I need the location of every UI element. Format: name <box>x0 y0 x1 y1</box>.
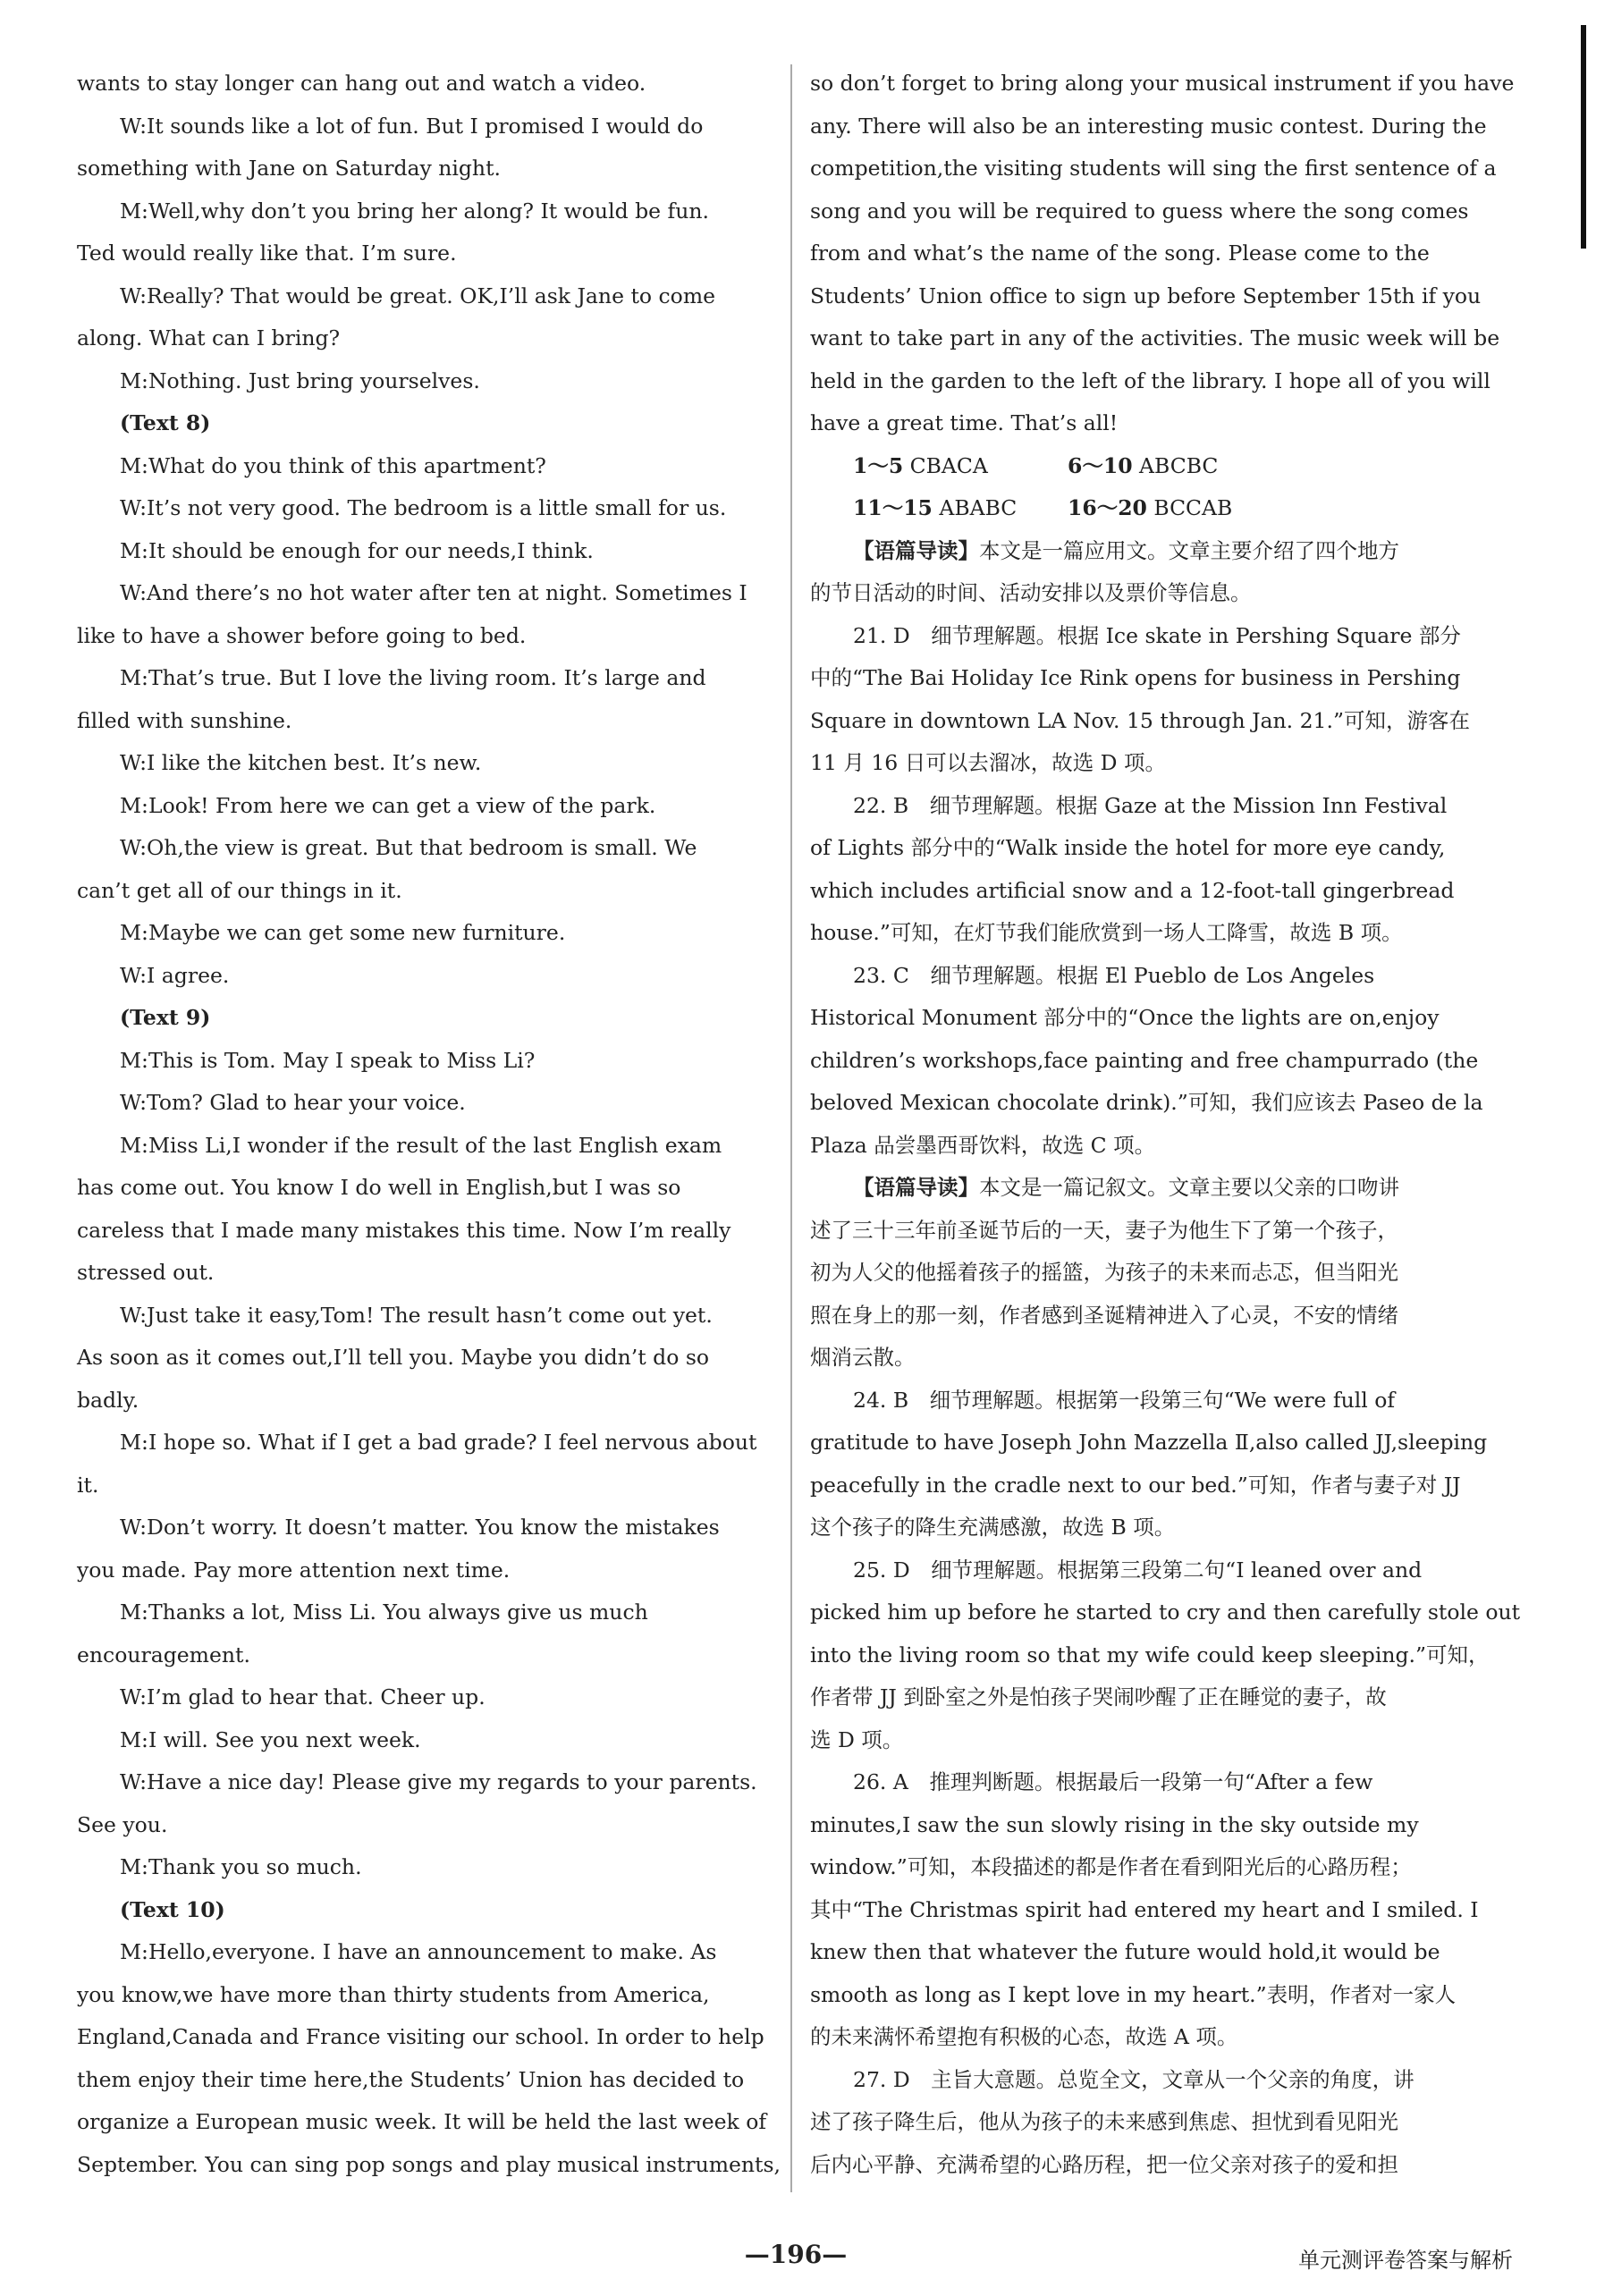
text-line <box>810 785 1516 828</box>
line-text: peacefully in the cradle next to our bed.”可知，作者与妻子对 JJ <box>810 1472 1461 1498</box>
text-line <box>810 1167 1516 1210</box>
text-line <box>77 2144 783 2187</box>
line-text: 后内心平静、充满希望的心路历程，把一位父亲对孩子的爱和担 <box>810 2151 1398 2177</box>
text-line <box>77 785 783 828</box>
text-line <box>77 148 783 190</box>
answer-row <box>810 445 1516 488</box>
line-text: has come out. You know I do well in English,but I was so <box>77 1175 681 1200</box>
text-line <box>810 402 1516 445</box>
line-text: 22. B 细节理解题。根据 Gaze at the Mission Inn Festival <box>853 792 1448 818</box>
line-text: 这个孩子的降生充满感激，故选 B 项。 <box>810 1515 1176 1540</box>
text-line <box>810 615 1516 658</box>
text-line <box>810 1846 1516 1889</box>
text-line <box>810 1295 1516 1338</box>
text-line <box>810 1719 1516 1762</box>
line-text: so don’t forget to bring along your musical instrument if you have <box>810 71 1515 96</box>
line-text: W:I agree. <box>120 962 230 988</box>
line-text: M:It should be enough for our needs,I think. <box>120 537 594 563</box>
answer-letters: ABCBC <box>1132 452 1219 478</box>
answer-key <box>810 445 1516 530</box>
line-text: encouragement. <box>77 1642 250 1667</box>
line-text: 本文是一篇记叙文。文章主要以父亲的口吻讲 <box>979 1175 1399 1200</box>
line-text: 初为人父的他摇着孩子的摇篮，为孩子的未来而忐忑，但当阳光 <box>810 1260 1398 1285</box>
text-line <box>77 1167 783 1210</box>
line-text: (Text 8) <box>120 410 211 435</box>
line-text: 24. B 细节理解题。根据第一段第三句“We were full of <box>853 1387 1396 1413</box>
line-text: you made. Pay more attention next time. <box>77 1557 511 1583</box>
line-text: stressed out. <box>77 1260 215 1285</box>
line-text: organize a European music week. It will be held the last week of <box>77 2109 767 2134</box>
line-text: W:Have a nice day! Please give my regards to your parents. <box>120 1769 757 1794</box>
line-text: children’s workshops,face painting and free champurrado (the <box>810 1047 1479 1073</box>
text-line <box>77 1422 783 1465</box>
answer-range: 11～15 <box>853 495 933 520</box>
line-text: 11 月 16 日可以去溜冰，故选 D 项。 <box>810 750 1166 775</box>
text-line <box>77 1380 783 1422</box>
text-line <box>810 2144 1516 2187</box>
line-text: M:That’s true. But I love the living room. It’s large and <box>120 665 706 690</box>
text-line <box>77 1846 783 1889</box>
text-line <box>77 1507 783 1549</box>
line-text: W:Tom? Glad to hear your voice. <box>120 1090 466 1115</box>
line-text: W:Oh,the view is great. But that bedroom is small. We <box>120 835 697 860</box>
text-line <box>810 1422 1516 1465</box>
text-line <box>77 1591 783 1634</box>
text-line <box>810 1380 1516 1422</box>
line-text: W:I’m glad to hear that. Cheer up. <box>120 1684 486 1709</box>
right-column <box>810 63 1521 2186</box>
line-text: 述了孩子降生后，他从为孩子的未来感到焦虑、担忧到看见阳光 <box>810 2109 1398 2134</box>
text-line <box>77 2059 783 2102</box>
text-line <box>810 1676 1516 1719</box>
left-column <box>77 63 783 2186</box>
line-text: W:It’s not very good. The bedroom is a little small for us. <box>120 495 727 520</box>
book-section-title: 单元测评卷答案与解析 <box>1298 2248 1513 2273</box>
text-line <box>77 615 783 658</box>
page-edge-mark <box>1581 25 1586 249</box>
text-line <box>810 700 1516 743</box>
line-text: have a great time. That’s all! <box>810 410 1119 435</box>
text-line <box>810 572 1516 615</box>
text-line <box>810 1889 1516 1932</box>
line-text: M:Well,why don’t you bring her along? It would be fun. <box>120 198 709 224</box>
answer-range: 16～20 <box>1068 495 1147 520</box>
answer-letters: BCCAB <box>1146 495 1233 520</box>
line-text: M:Thanks a lot, Miss Li. You always give us much <box>120 1600 648 1625</box>
text-line <box>810 1974 1516 2017</box>
text-line <box>77 997 783 1040</box>
line-text: careless that I made many mistakes this time. Now I’m really <box>77 1217 731 1243</box>
line-text: M:What do you think of this apartment? <box>120 452 546 478</box>
text-line <box>77 275 783 318</box>
text-line <box>77 1125 783 1168</box>
text-line <box>77 63 783 106</box>
text-line <box>810 1804 1516 1847</box>
line-text: (Text 9) <box>120 1005 211 1030</box>
line-text: picked him up before he started to cry and then carefully stole out <box>810 1600 1521 1625</box>
line-text: minutes,I saw the sun slowly rising in the sky outside my <box>810 1811 1419 1837</box>
line-text: 选 D 项。 <box>810 1726 904 1752</box>
line-text: 其中“The Christmas spirit had entered my heart and I smiled. I <box>810 1896 1479 1922</box>
line-text: England,Canada and France visiting our school. In order to help <box>77 2024 764 2049</box>
line-text: smooth as long as I kept love in my heart.”表明，作者对一家人 <box>810 1981 1457 2007</box>
text-line <box>77 1719 783 1762</box>
text-line <box>77 955 783 998</box>
text-line <box>77 1889 783 1932</box>
text-line <box>810 63 1516 106</box>
text-line <box>77 1082 783 1125</box>
text-line <box>810 1082 1516 1125</box>
line-text: 照在身上的那一刻，作者感到圣诞精神进入了心灵，不安的情绪 <box>810 1302 1398 1328</box>
text-line <box>77 487 783 530</box>
text-line <box>810 317 1516 360</box>
line-text: wants to stay longer can hang out and watch a video. <box>77 71 646 96</box>
line-text: house.”可知，在灯节我们能欣赏到一场人工降雪，故选 B 项。 <box>810 920 1403 945</box>
text-line <box>77 190 783 233</box>
explanations <box>810 530 1521 2187</box>
text-line <box>77 530 783 573</box>
text-line <box>810 1931 1516 1974</box>
line-text: W:Don’t worry. It doesn’t matter. You know the mistakes <box>120 1515 720 1540</box>
text-line <box>810 1465 1516 1507</box>
section-tag: 【语篇导读】 <box>853 537 979 563</box>
answer-letters: ABABC <box>932 495 1018 520</box>
text-line <box>77 317 783 360</box>
text-line <box>77 1549 783 1592</box>
line-text: W:Really? That would be great. OK,I’ll ask Jane to come <box>120 283 716 308</box>
line-text: M:Look! From here we can get a view of the park. <box>120 792 656 818</box>
text-line <box>77 1761 783 1804</box>
line-text: W:I like the kitchen best. It’s new. <box>120 750 482 775</box>
line-text: Ted would really like that. I’m sure. <box>77 241 457 266</box>
line-text: 25. D 细节理解题。根据第三段第二句“I leaned over and <box>853 1557 1423 1583</box>
text-line <box>77 232 783 275</box>
text-line <box>810 1040 1516 1083</box>
line-text: M:Miss Li,I wonder if the result of the last English exam <box>120 1132 722 1158</box>
line-text: you know,we have more than thirty students from America, <box>77 1981 710 2007</box>
line-text: (Text 10) <box>120 1896 225 1922</box>
line-text: of Lights 部分中的“Walk inside the hotel for more eye candy, <box>810 835 1446 860</box>
text-line <box>810 1634 1516 1677</box>
line-text: gratitude to have Joseph John Mazzella Ⅱ,also called JJ,sleeping <box>810 1430 1488 1455</box>
line-text: As soon as it comes out,I’ll tell you. Maybe you didn’t do so <box>77 1345 710 1370</box>
line-text: something with Jane on Saturday night. <box>77 156 501 181</box>
text-line <box>77 1040 783 1083</box>
text-line <box>810 997 1516 1040</box>
transcript-continuation <box>810 63 1516 445</box>
text-line <box>810 148 1516 190</box>
answer-row <box>810 487 1516 530</box>
line-text: 烟消云散。 <box>810 1345 916 1370</box>
text-line <box>77 912 783 955</box>
line-text: knew then that whatever the future would hold,it would be <box>810 1939 1440 1964</box>
line-text: it. <box>77 1472 99 1498</box>
text-line <box>77 1252 783 1295</box>
text-line <box>77 2016 783 2059</box>
line-text: from and what’s the name of the song. Please come to the <box>810 241 1430 266</box>
text-line <box>810 2016 1516 2059</box>
text-line <box>77 2101 783 2144</box>
text-line <box>77 1804 783 1847</box>
line-text: M:This is Tom. May I speak to Miss Li? <box>120 1047 536 1073</box>
line-text: 23. C 细节理解题。根据 El Pueblo de Los Angeles <box>853 962 1375 988</box>
column-divider <box>790 64 792 2192</box>
text-line <box>77 106 783 148</box>
line-text: W:Just take it easy,Tom! The result hasn’t come out yet. <box>120 1302 713 1328</box>
line-text: 述了三十三年前圣诞节后的一天，妻子为他生下了第一个孩子， <box>810 1217 1398 1243</box>
line-text: 本文是一篇应用文。文章主要介绍了四个地方 <box>979 537 1399 563</box>
text-line <box>810 232 1516 275</box>
text-line <box>77 402 783 445</box>
line-text: M:I will. See you next week. <box>120 1726 421 1752</box>
text-line <box>810 1252 1516 1295</box>
line-text: song and you will be required to guess where the song comes <box>810 198 1469 224</box>
line-text: want to take part in any of the activities. The music week will be <box>810 325 1500 350</box>
text-line <box>77 1337 783 1380</box>
line-text: badly. <box>77 1387 139 1413</box>
line-text: along. What can I bring? <box>77 325 341 350</box>
line-text: filled with sunshine. <box>77 707 292 733</box>
section-tag: 【语篇导读】 <box>853 1175 979 1200</box>
text-line <box>77 445 783 488</box>
line-text: held in the garden to the left of the library. I hope all of you will <box>810 367 1491 393</box>
line-text: M:Nothing. Just bring yourselves. <box>120 367 480 393</box>
line-text: Plaza 品尝墨西哥饮料，故选 C 项。 <box>810 1132 1156 1158</box>
line-text: them enjoy their time here,the Students’ Union has decided to <box>77 2066 745 2092</box>
line-text: M:Hello,everyone. I have an announcement to make. As <box>120 1939 717 1964</box>
line-text: 26. A 推理判断题。根据最后一段第一句“After a few <box>853 1769 1373 1794</box>
answer-range: 6～10 <box>1068 452 1133 478</box>
text-line <box>77 1634 783 1677</box>
line-text: M:I hope so. What if I get a bad grade? I feel nervous about <box>120 1430 757 1455</box>
text-line <box>810 912 1516 955</box>
line-text: which includes artificial snow and a 12-foot-tall gingerbread <box>810 877 1455 903</box>
line-text: September. You can sing pop songs and play musical instruments, <box>77 2151 781 2177</box>
line-text: any. There will also be an interesting music contest. During the <box>810 113 1487 139</box>
text-line <box>810 1761 1516 1804</box>
line-text: 作者带 JJ 到卧室之外是怕孩子哭闹吵醒了正在睡觉的妻子，故 <box>810 1684 1387 1709</box>
text-line <box>810 742 1516 785</box>
line-text: Students’ Union office to sign up before September 15th if you <box>810 283 1482 308</box>
text-line <box>810 1125 1516 1168</box>
text-line <box>810 275 1516 318</box>
line-text: window.”可知，本段描述的都是作者在看到阳光后的心路历程； <box>810 1854 1412 1879</box>
answer-range: 1～5 <box>853 452 904 478</box>
text-line <box>77 360 783 403</box>
text-line <box>810 1210 1516 1253</box>
text-line <box>77 1974 783 2017</box>
line-text: into the living room so that my wife could keep sleeping.”可知， <box>810 1642 1490 1667</box>
line-text: W:And there’s no hot water after ten at night. Sometimes I <box>120 580 747 605</box>
line-text: 27. D 主旨大意题。总览全文，文章从一个父亲的角度，讲 <box>853 2066 1415 2092</box>
text-line <box>77 1676 783 1719</box>
line-text: 中的“The Bai Holiday Ice Rink opens for business in Pershing <box>810 665 1461 690</box>
answer-letters: CBACA <box>903 452 988 478</box>
text-line <box>810 2101 1516 2144</box>
line-text: M:Maybe we can get some new furniture. <box>120 920 566 945</box>
text-line <box>810 955 1516 998</box>
text-line <box>810 1337 1516 1380</box>
line-text: Square in downtown LA Nov. 15 through Jan. 21.”可知，游客在 <box>810 707 1470 733</box>
line-text: competition,the visiting students will sing the first sentence of a <box>810 156 1497 181</box>
text-line <box>77 742 783 785</box>
line-text: 21. D 细节理解题。根据 Ice skate in Pershing Square 部分 <box>853 622 1461 648</box>
text-line <box>810 530 1516 573</box>
line-text: W:It sounds like a lot of fun. But I promised I would do <box>120 113 704 139</box>
text-line <box>77 1931 783 1974</box>
text-line <box>810 1549 1516 1592</box>
line-text: beloved Mexican chocolate drink).”可知，我们应该去 Paseo de la <box>810 1090 1483 1115</box>
text-line <box>77 700 783 743</box>
line-text: Historical Monument 部分中的“Once the lights are on,enjoy <box>810 1005 1440 1030</box>
text-line <box>810 106 1516 148</box>
text-line <box>77 1210 783 1253</box>
text-line <box>77 1295 783 1338</box>
line-text: M:Thank you so much. <box>120 1854 362 1879</box>
text-line <box>810 1591 1521 1634</box>
text-line <box>810 827 1516 870</box>
page-number: —196— <box>744 2240 848 2269</box>
text-line <box>810 657 1516 700</box>
text-line <box>810 360 1516 403</box>
line-text: 的未来满怀希望抱有积极的心态，故选 A 项。 <box>810 2024 1238 2049</box>
text-line <box>77 1465 783 1507</box>
text-line <box>77 657 783 700</box>
line-text: 的节日活动的时间、活动安排以及票价等信息。 <box>810 580 1252 605</box>
text-line <box>810 2059 1516 2102</box>
text-line <box>810 1507 1516 1549</box>
text-line <box>77 870 783 913</box>
text-line <box>810 190 1516 233</box>
line-text: can’t get all of our things in it. <box>77 877 402 903</box>
text-line <box>77 572 783 615</box>
text-line <box>810 870 1516 913</box>
line-text: See you. <box>77 1811 168 1837</box>
line-text: like to have a shower before going to bed. <box>77 622 527 648</box>
text-line <box>77 827 783 870</box>
